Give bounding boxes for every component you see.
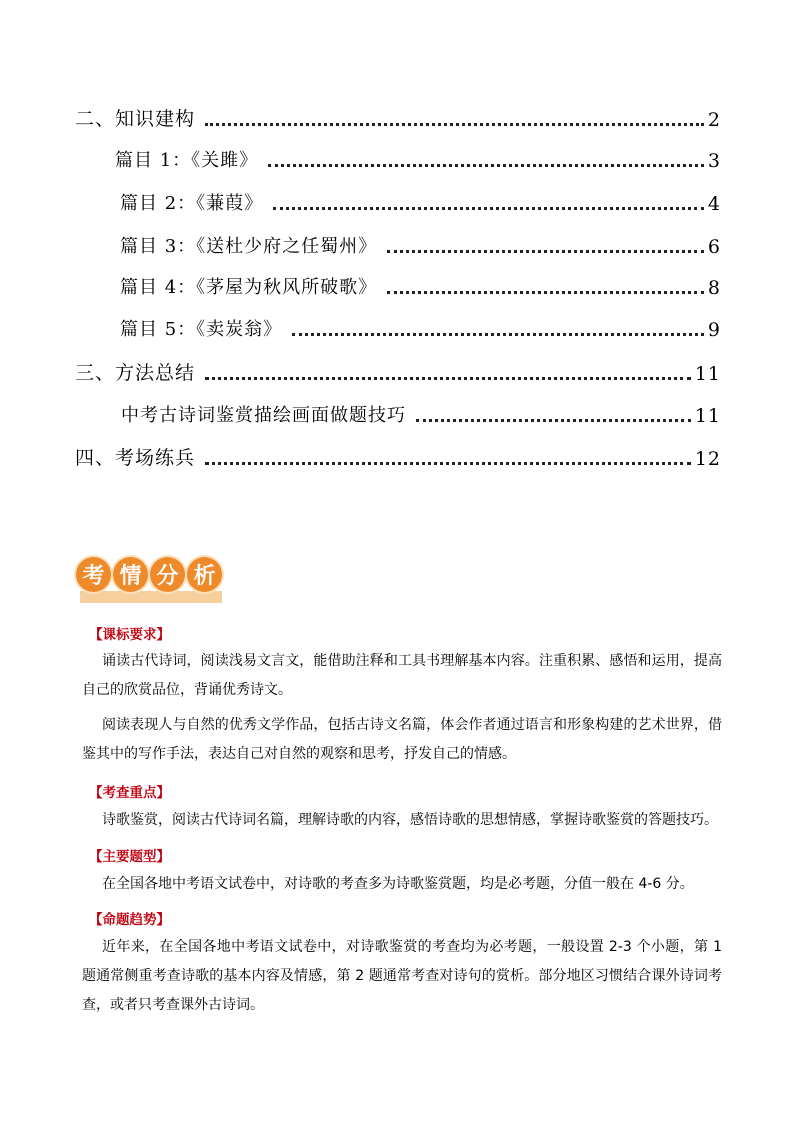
toc-page-number: 9 [707, 319, 721, 341]
section-heading: 【命题趋势】 [89, 912, 170, 928]
toc-entry-label: 中考古诗词鉴赏描绘画面做题技巧 [121, 405, 406, 426]
toc-page-number: 3 [707, 150, 721, 172]
toc-leader [205, 462, 691, 465]
paragraph: 在全国各地中考语文试卷中，对诗歌的考查多为诗歌鉴赏题，均是必考题，分值一般在 4-6 分。 [102, 876, 694, 892]
toc-page-number: 11 [694, 405, 721, 427]
toc-entry-label: 篇目 2：《蒹葭》 [120, 193, 264, 214]
toc-entry[interactable] [75, 358, 721, 385]
toc-entry-label: 篇目 5：《卖炭翁》 [120, 319, 283, 340]
toc-leader [268, 164, 704, 167]
paragraph: 诗歌鉴赏，阅读古代诗词名篇，理解诗歌的内容，感悟诗歌的思想情感，掌握诗歌鉴赏的答题技巧。 [102, 812, 718, 828]
toc-entry-label: 篇目 3：《送杜少府之任蜀州》 [120, 236, 378, 257]
toc-leader [273, 207, 704, 210]
toc-entry[interactable] [75, 104, 721, 131]
toc-leader [416, 419, 691, 422]
paragraph: 阅读表现人与自然的优秀文学作品，包括古诗文名篇，体会作者通过语言和形象构建的艺术世界，借鉴其中的写作手法，表达自己对自然的观察和思考，抒发自己的情感。 [82, 717, 722, 762]
toc-leader [292, 333, 704, 336]
section-heading: 【考查重点】 [89, 785, 170, 801]
paragraph: 诵读古代诗词，阅读浅易文言文，能借助注释和工具书理解基本内容。注重积累、感悟和运用，提高自己的欣赏品位，背诵优秀诗文。 [82, 653, 722, 698]
section-heading: 【主要题型】 [89, 849, 170, 865]
toc-entry-label: 三、方法总结 [75, 362, 196, 384]
toc-page-number: 6 [707, 236, 721, 258]
toc-entry[interactable] [120, 315, 721, 341]
toc-page-number: 11 [694, 363, 721, 385]
paragraph: 近年来，在全国各地中考语文试卷中，对诗歌鉴赏的考查均为必考题，一般设置 2-3 个小题，第 1 题通常侧重考查诗歌的基本内容及情感，第 2 题通常考查对诗句的赏析。部分地区习惯结合课外诗词考查，或者只考查课外古诗词。 [82, 939, 722, 1013]
banner-underline [80, 591, 222, 603]
toc-entry[interactable] [115, 146, 721, 172]
banner-char: 考 [76, 557, 111, 592]
toc-entry[interactable] [120, 273, 721, 299]
toc-page-number: 8 [707, 277, 721, 299]
banner-char: 情 [113, 557, 148, 592]
banner-char: 分 [150, 557, 185, 592]
toc-entry[interactable] [120, 189, 721, 215]
banner-char: 析 [187, 557, 222, 592]
toc-entry[interactable] [121, 401, 721, 427]
toc-entry-label: 篇目 4：《茅屋为秋风所破歌》 [120, 277, 378, 298]
toc-leader [387, 250, 704, 253]
toc-leader [387, 291, 704, 294]
toc-leader [205, 377, 691, 380]
toc-entry[interactable] [120, 232, 721, 258]
toc-entry-label: 四、考场练兵 [75, 447, 196, 469]
toc-page-number: 4 [707, 193, 721, 215]
toc-entry[interactable] [75, 443, 721, 470]
toc-leader [205, 123, 704, 126]
toc-page-number: 2 [707, 109, 721, 131]
toc-page-number: 12 [694, 448, 721, 470]
section-banner [76, 557, 226, 607]
section-heading: 【课标要求】 [89, 627, 170, 643]
toc-entry-label: 篇目 1：《关雎》 [115, 150, 259, 171]
toc-entry-label: 二、知识建构 [75, 108, 196, 130]
